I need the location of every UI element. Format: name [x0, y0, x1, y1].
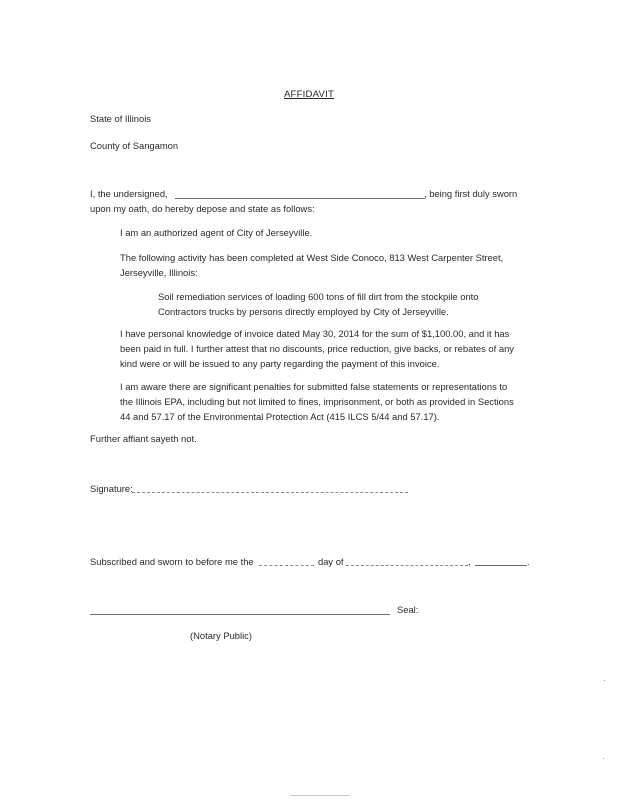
oath-prefix: I, the undersigned, [90, 188, 168, 199]
notary-signature-line[interactable] [90, 614, 390, 615]
jurat-prefix: Subscribed and sworn to before me the [90, 556, 254, 567]
invoice-line-2: been paid in full. I further attest that no discounts, price reduction, give backs, or rebates of any [120, 343, 514, 354]
jurat-comma: , [468, 556, 471, 567]
notary-label: (Notary Public) [190, 630, 252, 641]
affiant-name-line[interactable] [175, 198, 425, 199]
jurat-day-line[interactable] [259, 565, 314, 566]
signature-line[interactable] [132, 492, 408, 493]
document-title: AFFIDAVIT [283, 89, 335, 100]
invoice-line-1: I have personal knowledge of invoice dated May 30, 2014 for the sum of $1,100.00, and it has [120, 328, 510, 339]
scan-speck [604, 680, 605, 681]
penalty-line-2: the Illinois EPA, including but not limited to fines, imprisonment, or both as provided in Sections [120, 396, 514, 407]
jurat-month-line[interactable] [346, 565, 468, 566]
seal-label: Seal: [397, 604, 419, 615]
jurat-end: . [527, 556, 530, 567]
jurat-year-line[interactable] [475, 565, 527, 566]
work-line-1: Soil remediation services of loading 600 tons of fill dirt from the stockpile onto [158, 291, 479, 302]
penalty-line-3: 44 and 57.17 of the Environmental Protection Act (415 ILCS 5/44 and 57.17). [120, 411, 440, 422]
activity-line-2: Jerseyville, Illinois: [120, 267, 198, 278]
penalty-line-1: I am aware there are significant penalties for submitted false statements or representations to [120, 381, 508, 392]
oath-line-2: upon my oath, do hereby depose and state as follows: [90, 203, 315, 214]
county-line: County of Sangamon [90, 140, 179, 151]
agent-statement: I am an authorized agent of City of Jerseyville. [120, 227, 313, 238]
work-line-2: Contractors trucks by persons directly employed by City of Jerseyville. [158, 306, 449, 317]
state-line: State of Illinois [90, 113, 151, 124]
invoice-line-3: kind were or will be issued to any party regarding the payment of this invoice. [120, 358, 440, 369]
oath-suffix: , being first duly sworn [424, 188, 518, 199]
scan-speck [603, 758, 604, 759]
activity-line-1: The following activity has been completed at West Side Conoco, 813 West Carpenter Street, [120, 252, 504, 263]
closing-line: Further affiant sayeth not. [90, 433, 197, 444]
jurat-day-of: day of [318, 556, 344, 567]
scan-artifact-line [290, 795, 350, 796]
signature-label: Signature: [90, 483, 133, 494]
